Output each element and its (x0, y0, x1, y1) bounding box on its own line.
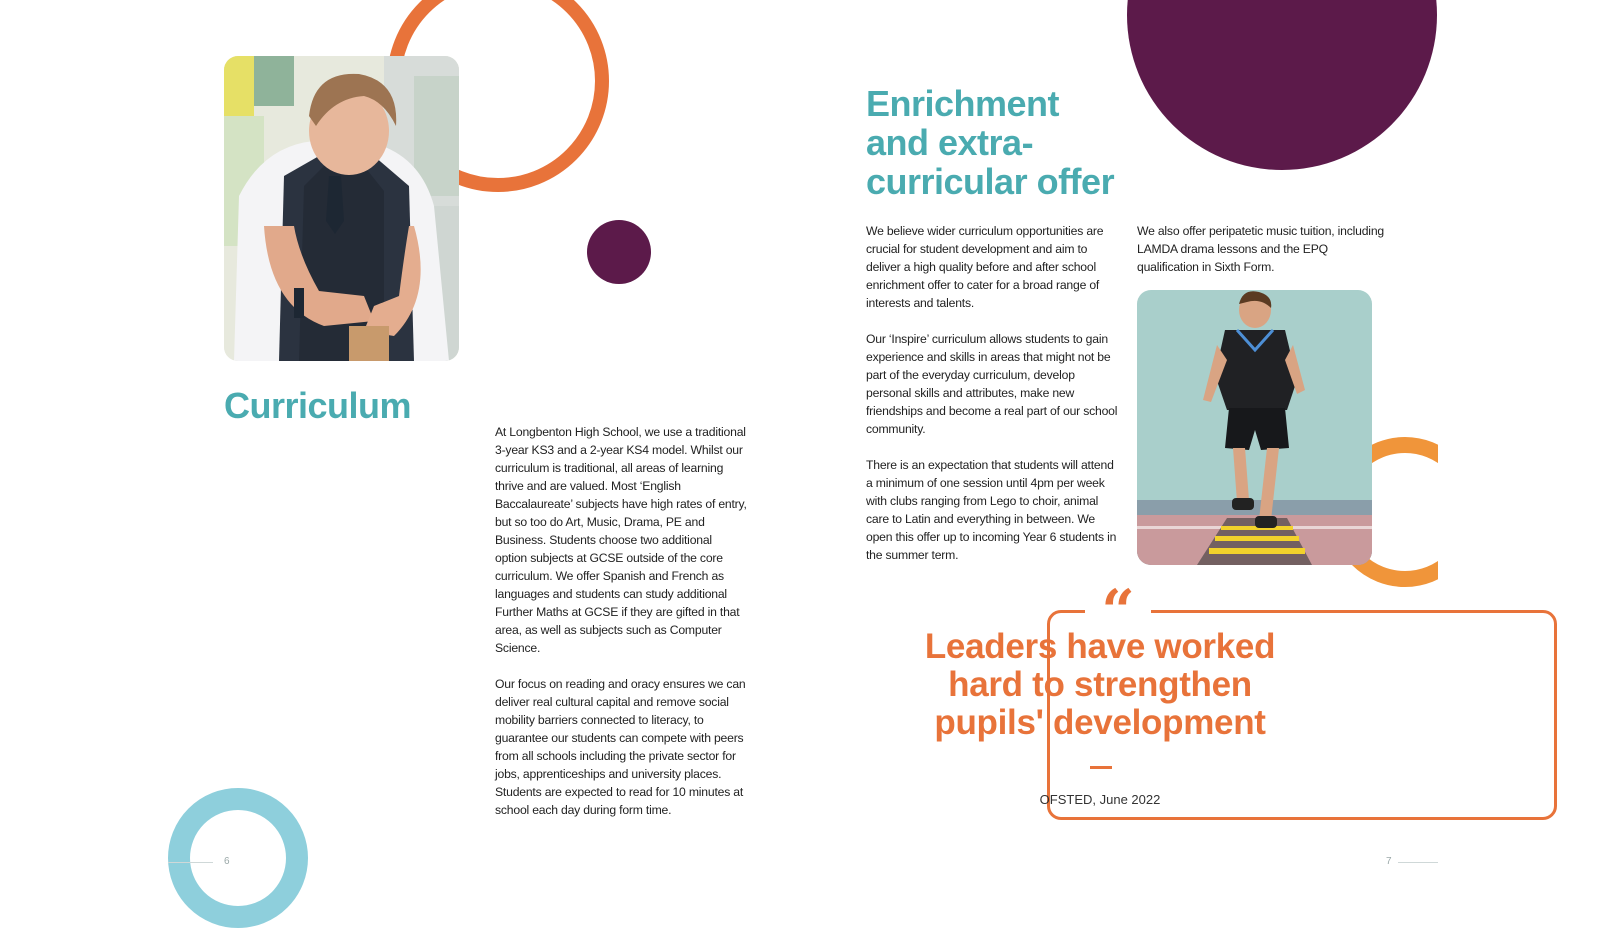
quote-citation: OFSTED, June 2022 (1039, 792, 1161, 807)
light-blue-ring-decoration (168, 788, 308, 928)
curriculum-body-text (495, 423, 747, 837)
curriculum-paragraph-2: Our focus on reading and oracy ensures we can deliver real cultural capital and remove social mobility barriers connected to literacy, to guarantee our students can compete with peers from all schools including the private sector for jobs, apprenticeships and university places. Students are expected to read for 10 minutes at school each day during form time. (495, 677, 746, 817)
quote-line-2: hard to strengthen (948, 665, 1252, 704)
left-footer-rule (168, 862, 213, 863)
purple-dot-decoration (587, 220, 651, 284)
enrichment-body-column-1 (866, 222, 1118, 582)
right-footer-rule (1398, 862, 1438, 863)
quote-mark-icon: “ (1101, 577, 1135, 645)
quote-line-1: Leaders have worked (924, 627, 1276, 666)
curriculum-paragraph-1: At Longbenton High School, we use a traditional 3-year KS3 and a 2-year KS4 model. Whilst our curriculum is traditional, all areas of learning thrive and are valued. Most ‘English Baccalaureate’ subjects have high rates of entry, but so too do Art, Music, Drama, PE and Business. Students choose two additional option subjects at GCSE outside of the core curriculum. We offer Spanish and French as languages and students can study additional Further Maths at GCSE if they are gifted in that area, as well as subjects such as Computer Science. (495, 425, 747, 655)
right-page-number: 7 (1386, 856, 1392, 867)
enrichment-body-column-2 (1137, 222, 1387, 294)
curriculum-heading: Curriculum (224, 385, 412, 426)
left-page-number: 6 (224, 856, 230, 867)
enrichment-paragraph-1: We believe wider curriculum opportunities are crucial for student development and aim to deliver a high quality before and after school enrichment offer to cater for a broad range of interests and talents. (866, 224, 1104, 310)
enrichment-heading (866, 84, 1114, 201)
quote-line-3: pupils' development (934, 703, 1266, 742)
agility-ladder-student-photo (1137, 290, 1372, 565)
workshop-student-photo (224, 56, 459, 361)
music-tuition-paragraph: We also offer peripatetic music tuition, including LAMDA drama lessons and the EPQ qualification in Sixth Form. (1137, 224, 1384, 274)
enrichment-heading-line-3: curricular offer (866, 161, 1115, 202)
enrichment-paragraph-2: Our ‘Inspire’ curriculum allows students to gain experience and skills in areas that might not be part of the everyday curriculum, develop personal skills and attributes, make new friendships and become a real part of our school community. (866, 332, 1118, 436)
enrichment-heading-line-1: Enrichment (866, 83, 1060, 124)
purple-circle-decoration (1127, 0, 1437, 170)
enrichment-paragraph-3: There is an expectation that students will attend a minimum of one session until 4pm per week with clubs ranging from Lego to choir, animal care to Latin and everything in between. We open this offer up to incoming Year 6 students in the summer term. (866, 458, 1117, 562)
enrichment-heading-line-2: and extra- (866, 122, 1034, 163)
quote-divider (1090, 766, 1112, 769)
quote-text (900, 628, 1300, 742)
